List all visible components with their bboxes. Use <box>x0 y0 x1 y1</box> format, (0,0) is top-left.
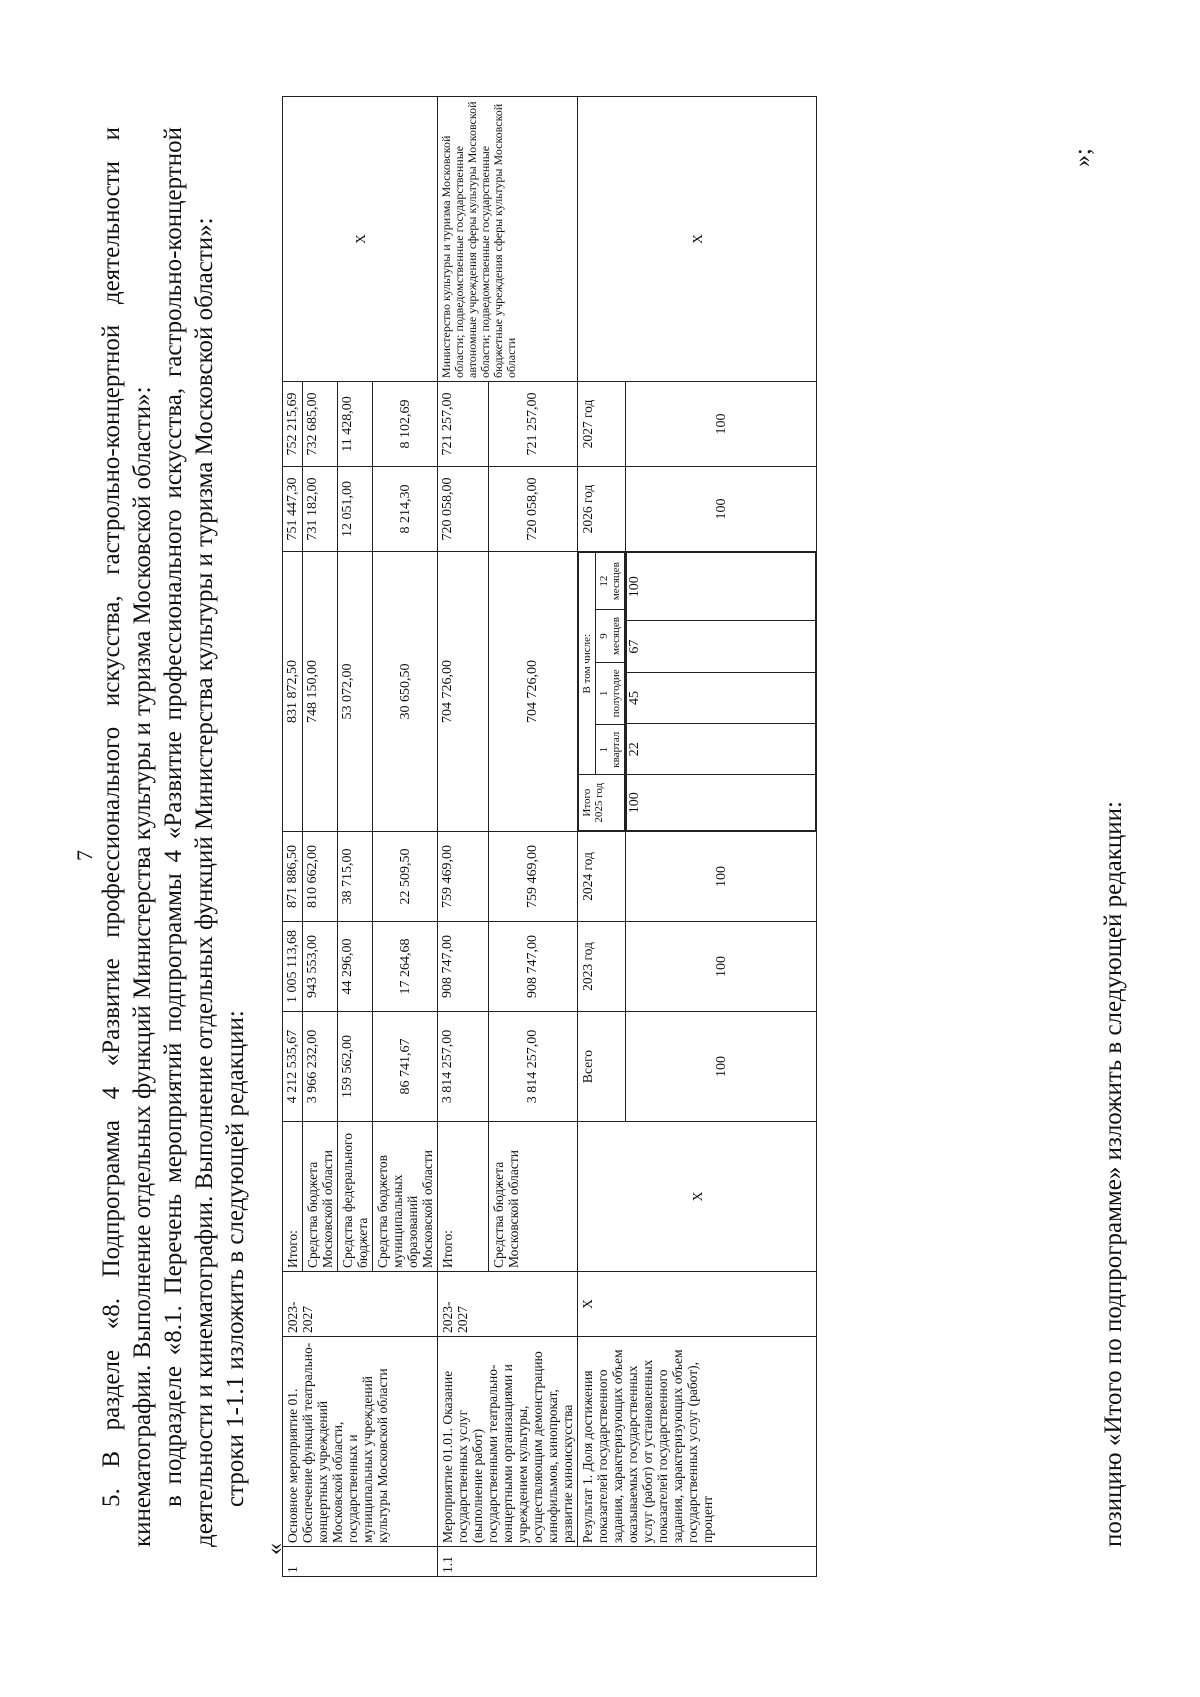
intro-paragraph-3: строки 1-1.1 изложить в следующей редакции: <box>222 1010 249 1507</box>
source-label: Средства бюджета Московской области <box>303 1122 338 1272</box>
source-label: Итого: <box>283 1122 303 1272</box>
intro-paragraph-2: в подразделе «8.1. Перечень мероприятий подпрограммы 4 «Развитие профессионального искусства, гастрольно-концертной деятельности и кинематографии. Выполнение отдельных функций Министерства культуры и туризма Московской области»: <box>160 127 218 1547</box>
value-2023: 908 747,00 <box>438 922 489 1012</box>
value-2023: 44 296,00 <box>338 922 373 1012</box>
source-label: Итого: <box>438 1122 489 1272</box>
header-2027: 2027 год <box>578 382 626 467</box>
value-2026: 751 447,30 <box>283 467 303 552</box>
responsible: Министерство культуры и туризма Московской области; подведомственные государственные автономные учреждения сферы культуры Московской области; подведомственные государственные бюджетные учреждения сферы культуры Московской области <box>438 97 578 382</box>
value-2025: 704 726,00 <box>438 552 489 832</box>
value-total: 3 966 232,00 <box>303 1012 338 1122</box>
table-row <box>438 97 489 1577</box>
result-value-12m: 100 <box>627 553 816 621</box>
row-number: 1.1 <box>438 1547 817 1577</box>
header-12m: 12 месяцев <box>596 553 625 610</box>
header-total: Всего <box>578 1012 626 1122</box>
result-value-q1: 22 <box>627 724 816 775</box>
result-value-2024: 100 <box>626 832 817 922</box>
value-2024: 759 469,00 <box>488 832 577 922</box>
closing-quote: »; <box>1070 148 1096 167</box>
value-2027: 11 428,00 <box>338 382 373 467</box>
period: 2023-2027 <box>283 1272 438 1337</box>
year-2025-breakdown-values <box>626 552 816 831</box>
header-2024: 2024 год <box>578 832 626 922</box>
value-total: 3 814 257,00 <box>488 1012 577 1122</box>
source-label: Средства бюджета Московской области <box>488 1122 577 1272</box>
header-9m: 9 месяцев <box>596 610 625 662</box>
result-value-h1: 45 <box>627 672 816 723</box>
value-2023: 1 005 113,68 <box>283 922 303 1012</box>
value-2026: 731 182,00 <box>303 467 338 552</box>
value-2023: 17 264,68 <box>373 922 438 1012</box>
value-2023: 943 553,00 <box>303 922 338 1012</box>
header-including: В том числе: <box>579 553 596 775</box>
activity-name: Мероприятие 01.01. Оказание государственных услуг (выполнение работ) государственными театрально-концертными организациями и учреждением культуры, осуществляющим демонстрацию кинофильмов, кинопрокат, развитие киноискусства <box>438 1337 578 1547</box>
value-2025: 748 150,00 <box>303 552 338 832</box>
header-2025-total: Итого 2025 год <box>579 775 625 831</box>
value-2026: 12 051,00 <box>338 467 373 552</box>
value-2025: 30 650,50 <box>373 552 438 832</box>
activities-table <box>282 96 817 1577</box>
result-value-9m: 67 <box>627 621 816 672</box>
result-value-total: 100 <box>626 1012 817 1122</box>
value-2024: 22 509,50 <box>373 832 438 922</box>
value-total: 159 562,00 <box>338 1012 373 1122</box>
intro-paragraph-1: 5. В разделе «8. Подпрограмма 4 «Развитие профессионального искусства, гастрольно-концертной деятельности и кинематографии. Выполнение отдельных функций Министерства культуры и туризма Московской области»: <box>98 127 156 1547</box>
value-2025: 704 726,00 <box>488 552 577 832</box>
value-total: 3 814 257,00 <box>438 1012 489 1122</box>
value-2026: 720 058,00 <box>438 467 489 552</box>
value-2026: 8 214,30 <box>373 467 438 552</box>
value-2027: 732 685,00 <box>303 382 338 467</box>
value-2024: 871 886,50 <box>283 832 303 922</box>
result-source: Х <box>578 1122 817 1272</box>
result-value-2023: 100 <box>626 922 817 1012</box>
value-total: 86 741,67 <box>373 1012 438 1122</box>
value-2024: 810 662,00 <box>303 832 338 922</box>
value-2027: 752 215,69 <box>283 382 303 467</box>
value-2027: 721 257,00 <box>488 382 577 467</box>
row-number: 1 <box>283 1547 438 1577</box>
value-2025: 831 872,50 <box>283 552 303 832</box>
value-2023: 908 747,00 <box>488 922 577 1012</box>
value-total: 4 212 535,67 <box>283 1012 303 1122</box>
header-2023: 2023 год <box>578 922 626 1012</box>
value-2025: 53 072,00 <box>338 552 373 832</box>
table-row <box>578 97 626 1577</box>
source-label: Средства федерального бюджета <box>338 1122 373 1272</box>
value-2027: 8 102,69 <box>373 382 438 467</box>
result-responsible: Х <box>578 97 817 382</box>
result-period: Х <box>578 1272 817 1337</box>
result-value-2025: 100 <box>627 775 816 831</box>
header-2026: 2026 год <box>578 467 626 552</box>
page-number: 7 <box>72 850 97 861</box>
period: 2023-2027 <box>438 1272 578 1337</box>
value-2024: 759 469,00 <box>438 832 489 922</box>
header-h1: 1 полугодие <box>596 662 625 724</box>
table-row <box>283 97 303 1577</box>
activity-name: Основное мероприятие 01. Обеспечение функций театрально-концертных учреждений Московской области, государственных и муниципальных учреждений культуры Московской области <box>283 1337 438 1547</box>
source-label: Средства бюджетов муниципальных образований Московской области <box>373 1122 438 1272</box>
result-name: Результат 1. Доля достижения показателей государственного задания, характеризующих объем оказываемых государственных услуг (работ) от установленных показателей государственного задания, характеризующих объем государственных услуг (работ), процент <box>578 1337 817 1547</box>
outro-text: позицию «Итого по подпрограмме» изложить в следующей редакции: <box>1100 801 1127 1547</box>
result-value-2026: 100 <box>626 467 817 552</box>
intro-text <box>96 127 251 1547</box>
header-q1: 1 квартал <box>596 725 625 775</box>
year-2025-breakdown-header <box>578 552 625 831</box>
opening-quote: « <box>262 1543 288 1555</box>
value-2026: 720 058,00 <box>488 467 577 552</box>
responsible: Х <box>283 97 438 382</box>
value-2027: 721 257,00 <box>438 382 489 467</box>
result-value-2027: 100 <box>626 382 817 467</box>
value-2024: 38 715,00 <box>338 832 373 922</box>
